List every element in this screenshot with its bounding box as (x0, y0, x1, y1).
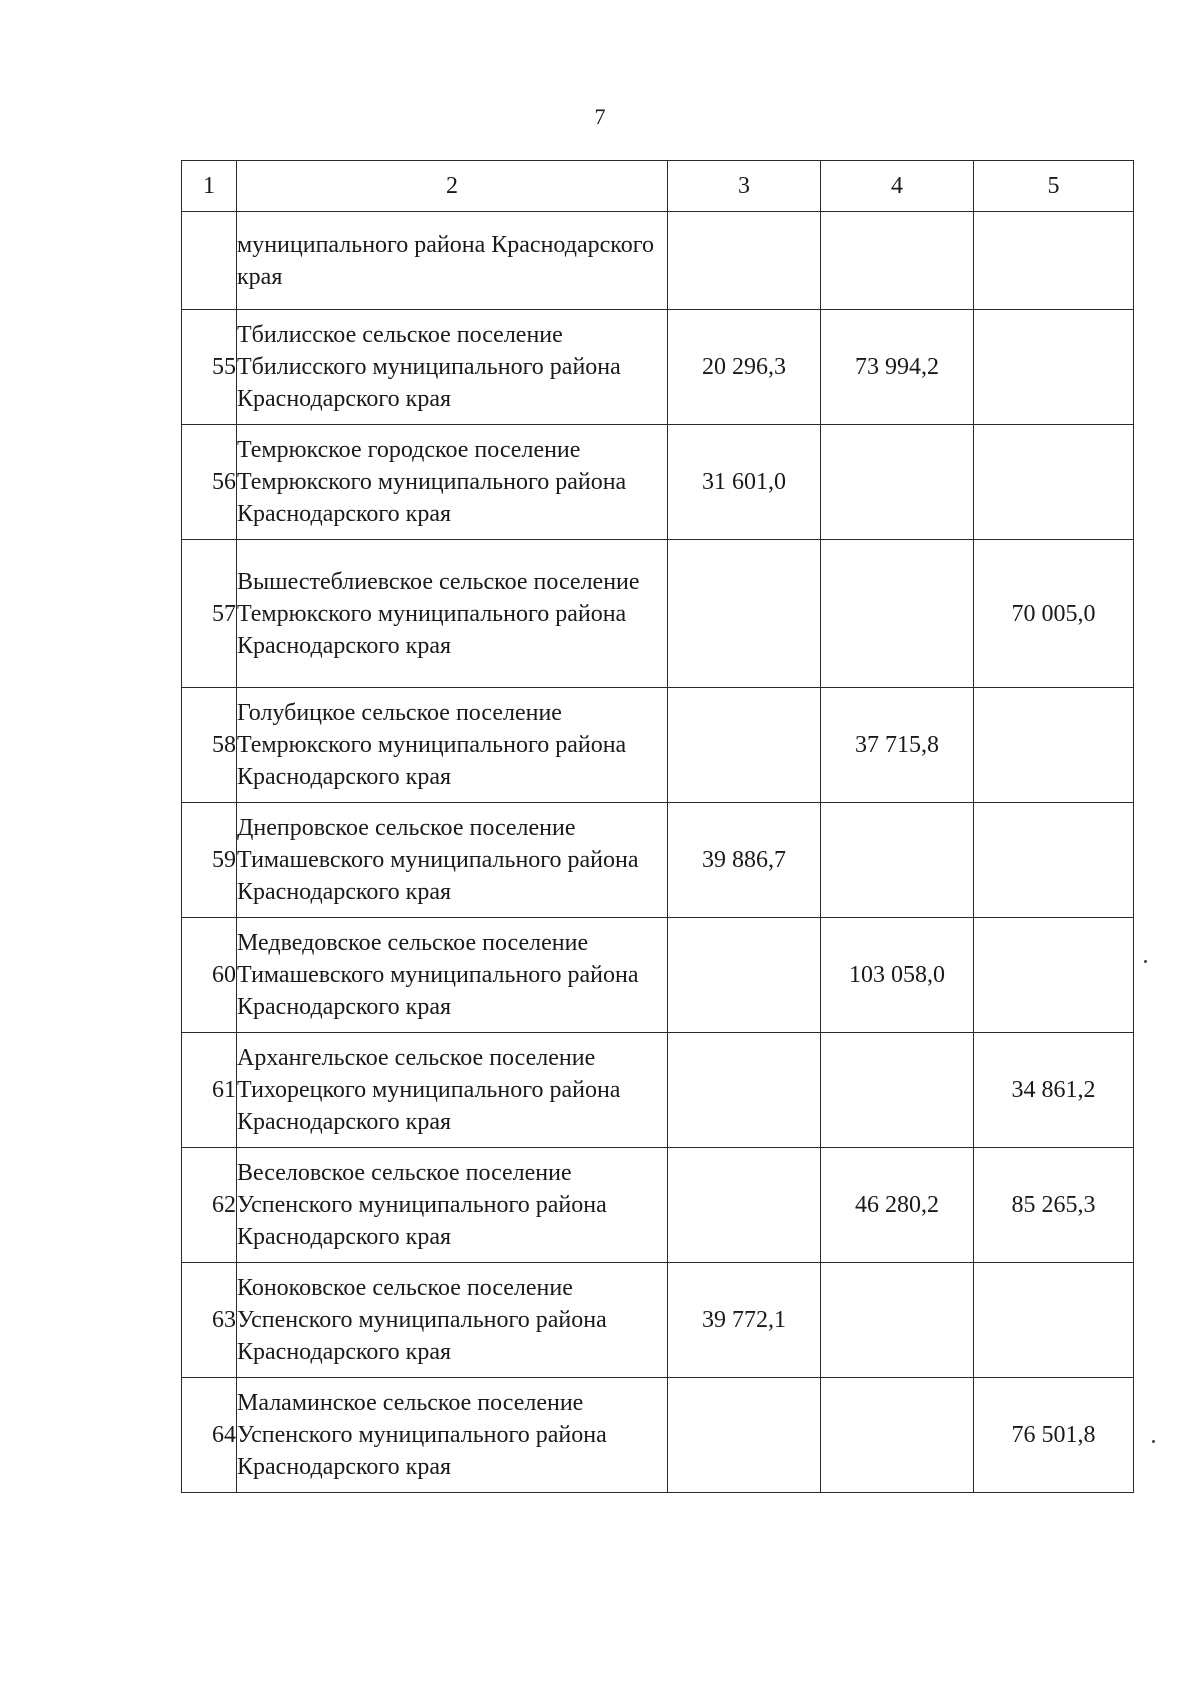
value-cell-col3: 39 886,7 (668, 803, 821, 918)
header-cell: 5 (974, 161, 1134, 212)
table-row (182, 1263, 1134, 1378)
value-cell-col4 (821, 803, 974, 918)
value-cell-col4: 37 715,8 (821, 688, 974, 803)
value-cell-col5 (974, 803, 1134, 918)
value-cell-col5 (974, 310, 1134, 425)
value-cell-col5: 85 265,3 (974, 1148, 1134, 1263)
value-cell-col3 (668, 540, 821, 688)
row-name-cell: Вышестеблиевское сельское поселение Темрюкского муниципального района Краснодарского края (237, 540, 668, 688)
value-cell-col5 (974, 918, 1134, 1033)
value-cell-col4 (821, 540, 974, 688)
value-cell-col4 (821, 1263, 974, 1378)
row-name-cell: Медведовское сельское поселение Тимашевского муниципального района Краснодарского края (237, 918, 668, 1033)
table-row-continuation (182, 212, 1134, 310)
page-number: 7 (594, 104, 606, 129)
row-name-cell: Голубицкое сельское поселение Темрюкского муниципального района Краснодарского края (237, 688, 668, 803)
row-name-cell: Тбилисское сельское поселение Тбилисского муниципального района Краснодарского края (237, 310, 668, 425)
row-name-cell: Коноковское сельское поселение Успенского муниципального района Краснодарского края (237, 1263, 668, 1378)
row-number-cell: 58 (182, 688, 237, 803)
table-row (182, 310, 1134, 425)
header-cell: 3 (668, 161, 821, 212)
row-number-cell: 60 (182, 918, 237, 1033)
value-cell-col4: 73 994,2 (821, 310, 974, 425)
table-row (182, 1033, 1134, 1148)
table-row (182, 688, 1134, 803)
row-number-cell: 64 (182, 1378, 237, 1493)
row-name-cell: муниципального района Краснодарского края (237, 212, 668, 310)
row-number-cell: 56 (182, 425, 237, 540)
value-cell-col3 (668, 1148, 821, 1263)
value-cell (821, 212, 974, 310)
row-name-cell: Днепровское сельское поселение Тимашевского муниципального района Краснодарского края (237, 803, 668, 918)
value-cell-col3 (668, 918, 821, 1033)
row-number-cell: 59 (182, 803, 237, 918)
table-row (182, 918, 1134, 1033)
table-body (182, 310, 1134, 1493)
value-cell-col5 (974, 425, 1134, 540)
row-number-cell: 57 (182, 540, 237, 688)
allocation-table (181, 160, 1134, 1493)
value-cell-col3 (668, 688, 821, 803)
value-cell (974, 212, 1134, 310)
row-number-cell: 61 (182, 1033, 237, 1148)
row-name-cell: Маламинское сельское поселение Успенского муниципального района Краснодарского края (237, 1378, 668, 1493)
value-cell-col4 (821, 425, 974, 540)
row-name-cell: Архангельское сельское поселение Тихорецкого муниципального района Краснодарского края (237, 1033, 668, 1148)
header-cell: 1 (182, 161, 237, 212)
value-cell-col4: 46 280,2 (821, 1148, 974, 1263)
table-row (182, 425, 1134, 540)
value-cell-col4 (821, 1378, 974, 1493)
value-cell-col3: 31 601,0 (668, 425, 821, 540)
table-row (182, 540, 1134, 688)
row-name-cell: Веселовское сельское поселение Успенского муниципального района Краснодарского края (237, 1148, 668, 1263)
header-cell: 2 (237, 161, 668, 212)
value-cell-col5: 70 005,0 (974, 540, 1134, 688)
row-number-cell: 63 (182, 1263, 237, 1378)
row-number-cell: 55 (182, 310, 237, 425)
scan-speck (1152, 1440, 1155, 1443)
value-cell (668, 212, 821, 310)
value-cell-col3: 20 296,3 (668, 310, 821, 425)
value-cell-col3 (668, 1378, 821, 1493)
scan-speck (1144, 960, 1147, 963)
value-cell-col5: 34 861,2 (974, 1033, 1134, 1148)
table-row (182, 1378, 1134, 1493)
row-name-cell: Темрюкское городское поселение Темрюкского муниципального района Краснодарского края (237, 425, 668, 540)
header-cell: 4 (821, 161, 974, 212)
value-cell-col5 (974, 688, 1134, 803)
value-cell-col5: 76 501,8 (974, 1378, 1134, 1493)
row-number-cell (182, 212, 237, 310)
table-header-row (182, 161, 1134, 212)
value-cell-col5 (974, 1263, 1134, 1378)
value-cell-col3 (668, 1033, 821, 1148)
table-row (182, 803, 1134, 918)
value-cell-col4 (821, 1033, 974, 1148)
table-row (182, 1148, 1134, 1263)
value-cell-col4: 103 058,0 (821, 918, 974, 1033)
value-cell-col3: 39 772,1 (668, 1263, 821, 1378)
row-number-cell: 62 (182, 1148, 237, 1263)
